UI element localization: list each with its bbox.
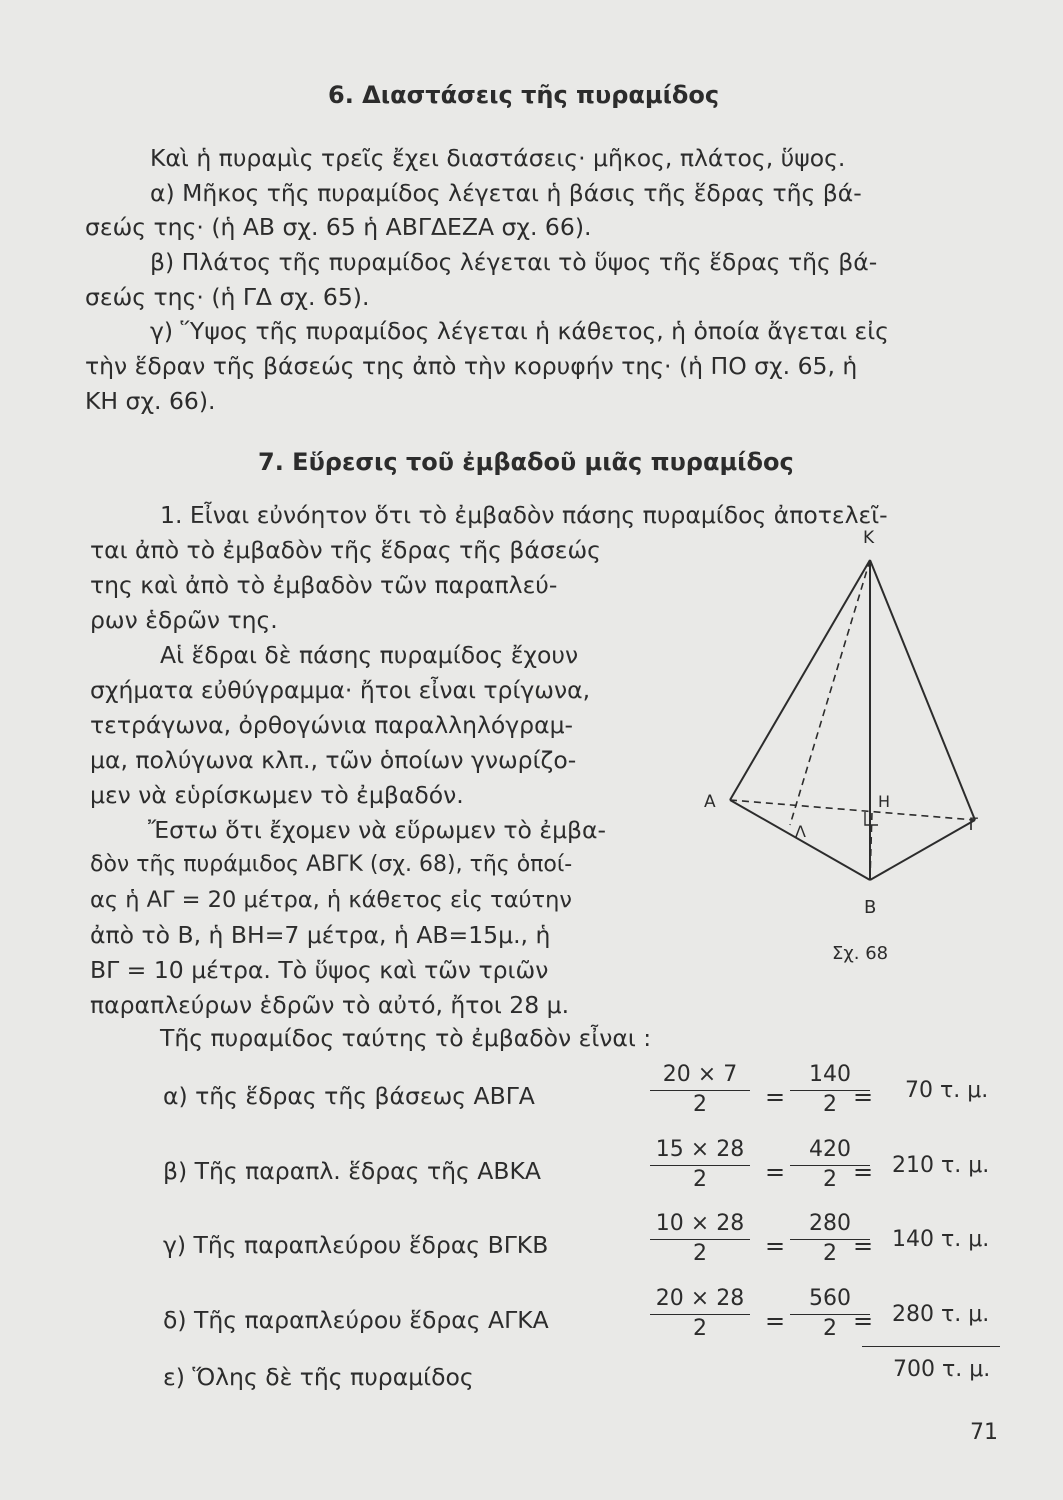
text-line: σχήματα εὐθύγραμμα· ἤτοι εἶναι τρίγωνα, <box>90 676 591 704</box>
equals-sign: = <box>765 1158 786 1186</box>
calc-result: 280 τ. μ. <box>892 1302 990 1327</box>
text-line: τετράγωνα, ὀρθογώνια παραλληλόγραμ- <box>90 711 574 739</box>
text-line: σεώς της· (ἡ ΑΒ σχ. 65 ἡ ΑΒΓΔΕΖΑ σχ. 66). <box>85 213 592 241</box>
label-l: Λ <box>795 822 806 841</box>
denominator: 2 <box>823 1241 837 1266</box>
text-line: 1. Εἶναι εὐνόητον ὅτι τὸ ἐμβαδὸν πάσης πυραμίδος ἀποτελεῖ- <box>160 501 888 529</box>
text-line: ἀπὸ τὸ Β, ἡ ΒΗ=7 μέτρα, ἡ ΑΒ=15μ., ἡ <box>90 921 551 949</box>
equals-sign: = <box>853 1307 874 1335</box>
equals-sign: = <box>853 1158 874 1186</box>
equals-sign: = <box>765 1083 786 1111</box>
numerator: 10 × 28 <box>650 1211 750 1240</box>
text-line: μεν νὰ εὑρίσκωμεν τὸ ἐμβαδόν. <box>90 781 464 809</box>
equals-sign: = <box>765 1232 786 1260</box>
numerator: 280 <box>790 1211 870 1240</box>
calc-result: 70 τ. μ. <box>905 1078 989 1103</box>
numerator: 560 <box>790 1286 870 1315</box>
edge-kg <box>870 560 975 820</box>
label-b: Β <box>864 897 877 918</box>
numerator: 20 × 7 <box>650 1062 750 1091</box>
equals-sign: = <box>853 1083 874 1111</box>
section-7-title: 7. Εὕρεσις τοῦ ἐμβαδοῦ μιᾶς πυραμίδος <box>258 448 794 476</box>
text-line: β) Πλάτος τῆς πυραμίδος λέγεται τὸ ὕψος τῆς ἕδρας τῆς βά- <box>150 248 878 276</box>
label-a: Α <box>704 792 716 812</box>
label-h: Η <box>878 792 891 811</box>
sum-rule <box>862 1346 1000 1347</box>
text-line: ΒΓ = 10 μέτρα. Τὸ ὕψος καὶ τῶν τριῶν <box>90 956 549 984</box>
text-line: Τῆς πυραμίδος ταύτης τὸ ἐμβαδὸν εἶναι : <box>160 1024 652 1052</box>
text-line: σεώς της· (ἡ ΓΔ σχ. 65). <box>85 283 370 311</box>
edge-ag-hidden <box>730 800 975 820</box>
label-g: Γ <box>968 815 978 835</box>
text-line: δὸν τῆς πυράμιδος ΑΒΓΚ (σχ. 68), τῆς ὁποί- <box>90 852 573 877</box>
page-number: 71 <box>970 1420 998 1445</box>
height-kl-hidden <box>790 560 870 825</box>
text-line: μα, πολύγωνα κλπ., τῶν ὁποίων γνωρίζο- <box>90 746 577 774</box>
denominator: 2 <box>823 1167 837 1192</box>
calc-result: 210 τ. μ. <box>892 1153 990 1178</box>
denominator: 2 <box>823 1092 837 1117</box>
calc-fraction <box>650 1062 750 1118</box>
calc-label: δ) Τῆς παραπλεύρου ἕδρας ΑΓΚΑ <box>163 1306 549 1334</box>
denominator: 2 <box>693 1241 707 1266</box>
numerator: 20 × 28 <box>650 1286 750 1315</box>
total-value: 700 τ. μ. <box>893 1357 991 1382</box>
label-k: Κ <box>863 528 875 548</box>
edge-bg <box>870 820 975 880</box>
total-label: ε) Ὅλης δὲ τῆς πυραμίδος <box>163 1363 474 1391</box>
calc-label: γ) Τῆς παραπλεύρου ἕδρας ΒΓΚΒ <box>163 1231 549 1259</box>
text-line: ας ἡ ΑΓ = 20 μέτρα, ἡ κάθετος εἰς ταύτην <box>90 887 572 913</box>
calc-fraction <box>650 1286 750 1342</box>
equals-sign: = <box>765 1307 786 1335</box>
calc-label: α) τῆς ἕδρας τῆς βάσεως ΑΒΓΑ <box>163 1082 535 1110</box>
numerator: 15 × 28 <box>650 1137 750 1166</box>
text-line: α) Μῆκος τῆς πυραμίδος λέγεται ἡ βάσις τῆς ἕδρας τῆς βά- <box>150 179 862 207</box>
denominator: 2 <box>693 1167 707 1192</box>
text-line: Καὶ ἡ πυραμὶς τρεῖς ἔχει διαστάσεις· μῆκος, πλάτος, ὕψος. <box>150 144 846 172</box>
numerator: 140 <box>790 1062 870 1091</box>
text-line: ΚΗ σχ. 66). <box>85 387 216 415</box>
calc-result: 140 τ. μ. <box>892 1227 990 1252</box>
denominator: 2 <box>693 1092 707 1117</box>
text-line: γ) Ὕψος τῆς πυραμίδος λέγεται ἡ κάθετος, ἡ ὁποία ἄγεται εἰς <box>150 317 889 345</box>
calc-fraction <box>650 1211 750 1267</box>
calc-fraction <box>650 1137 750 1193</box>
calc-label: β) Τῆς παραπλ. ἕδρας τῆς ΑΒΚΑ <box>163 1157 541 1185</box>
text-line: τὴν ἕδραν τῆς βάσεώς της ἀπὸ τὴν κορυφήν της· (ἡ ΠΟ σχ. 65, ἡ <box>85 352 858 380</box>
denominator: 2 <box>693 1316 707 1341</box>
text-line: της καὶ ἀπὸ τὸ ἐμβαδὸν τῶν παραπλεύ- <box>90 571 558 599</box>
pyramid-figure <box>700 525 980 975</box>
text-line: ρων ἑδρῶν της. <box>90 606 278 634</box>
equals-sign: = <box>853 1232 874 1260</box>
text-line: ται ἀπὸ τὸ ἐμβαδὸν τῆς ἕδρας τῆς βάσεώς <box>90 536 601 564</box>
text-line: Ἔστω ὅτι ἔχομεν νὰ εὕρωμεν τὸ ἐμβα- <box>148 816 607 844</box>
text-line: Αἱ ἕδραι δὲ πάσης πυραμίδος ἔχουν <box>160 641 579 669</box>
figure-caption: Σχ. 68 <box>832 943 889 964</box>
section-6-title: 6. Διαστάσεις τῆς πυραμίδος <box>328 81 720 109</box>
edge-ka <box>730 560 870 800</box>
text-line: παραπλεύρων ἑδρῶν τὸ αὐτό, ἤτοι 28 μ. <box>90 991 570 1019</box>
denominator: 2 <box>823 1316 837 1341</box>
numerator: 420 <box>790 1137 870 1166</box>
